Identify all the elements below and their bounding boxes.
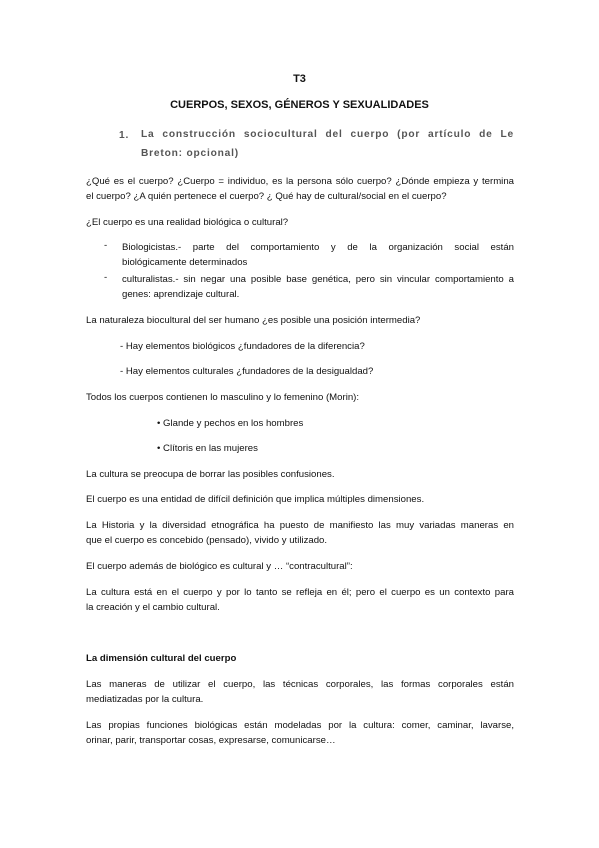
biologicistas-line-1: Biologicistas.- parte del comportamiento y de la organización social están [122, 242, 514, 253]
subheading-dimension-cultural: La dimensión cultural del cuerpo [86, 653, 237, 664]
section-number: 1. [119, 130, 130, 141]
question-biological-cultural: ¿El cuerpo es una realidad biológica o cultural? [86, 217, 289, 228]
paragraph-funciones-line-2: orinar, parir, transportar cosas, expresarse, comunicarse… [86, 735, 336, 746]
section-heading-line-2: Breton: opcional) [141, 148, 239, 159]
question-biological-elements: - Hay elementos biológicos ¿fundadores de la diferencia? [120, 341, 365, 352]
intro-questions-line-2: el cuerpo? ¿A quién pertenece el cuerpo? ¿ Qué hay de cultural/social en el cuerpo? [86, 191, 447, 202]
list-dash: - [104, 240, 108, 251]
paragraph-entidad: El cuerpo es una entidad de difícil definición que implica múltiples dimensiones. [86, 494, 425, 505]
question-naturaleza: La naturaleza biocultural del ser humano ¿es posible una posición intermedia? [86, 315, 421, 326]
paragraph-cultura-line-2: la creación y el cambio cultural. [86, 602, 220, 613]
paragraph-confusiones: La cultura se preocupa de borrar las posibles confusiones. [86, 469, 335, 480]
biologicistas-line-2: biológicamente determinados [122, 257, 248, 268]
paragraph-historia-line-2: que el cuerpo es concebido (pensado), vivido y utilizado. [86, 535, 328, 546]
paragraph-funciones-line-1: Las propias funciones biológicas están modeladas por la cultura: comer, caminar, lavarse, [86, 720, 514, 731]
document-title: CUERPOS, SEXOS, GÉNEROS Y SEXUALIDADES [170, 99, 429, 111]
document-code: T3 [293, 73, 306, 85]
question-cultural-elements: - Hay elementos culturales ¿fundadores de la desigualdad? [120, 366, 374, 377]
culturalistas-line-1: culturalistas.- sin negar una posible base genética, pero sin vincular comportamiento a [122, 274, 514, 285]
paragraph-contracultural: El cuerpo además de biológico es cultural y … “contracultural”: [86, 561, 353, 572]
paragraph-maneras-line-2: mediatizadas por la cultura. [86, 694, 204, 705]
bullet-item-1: • Glande y pechos en los hombres [157, 418, 304, 429]
intro-questions-line-1: ¿Qué es el cuerpo? ¿Cuerpo = individuo, es la persona sólo cuerpo? ¿Dónde empieza y termina [86, 176, 514, 187]
list-dash: - [104, 272, 108, 283]
bullet-item-2: • Clítoris en las mujeres [157, 443, 258, 454]
culturalistas-line-2: genes: aprendizaje cultural. [122, 289, 240, 300]
paragraph-cultura-line-1: La cultura está en el cuerpo y por lo tanto se refleja en él; pero el cuerpo es un contexto para [86, 587, 514, 598]
paragraph-historia-line-1: La Historia y la diversidad etnográfica ha puesto de manifiesto las muy variadas maneras en [86, 520, 514, 531]
paragraph-maneras-line-1: Las maneras de utilizar el cuerpo, las técnicas corporales, las formas corporales están [86, 679, 514, 690]
section-heading-line-1: La construcción sociocultural del cuerpo (por artículo de Le [141, 129, 514, 140]
morin-statement: Todos los cuerpos contienen lo masculino y lo femenino (Morin): [86, 392, 360, 403]
